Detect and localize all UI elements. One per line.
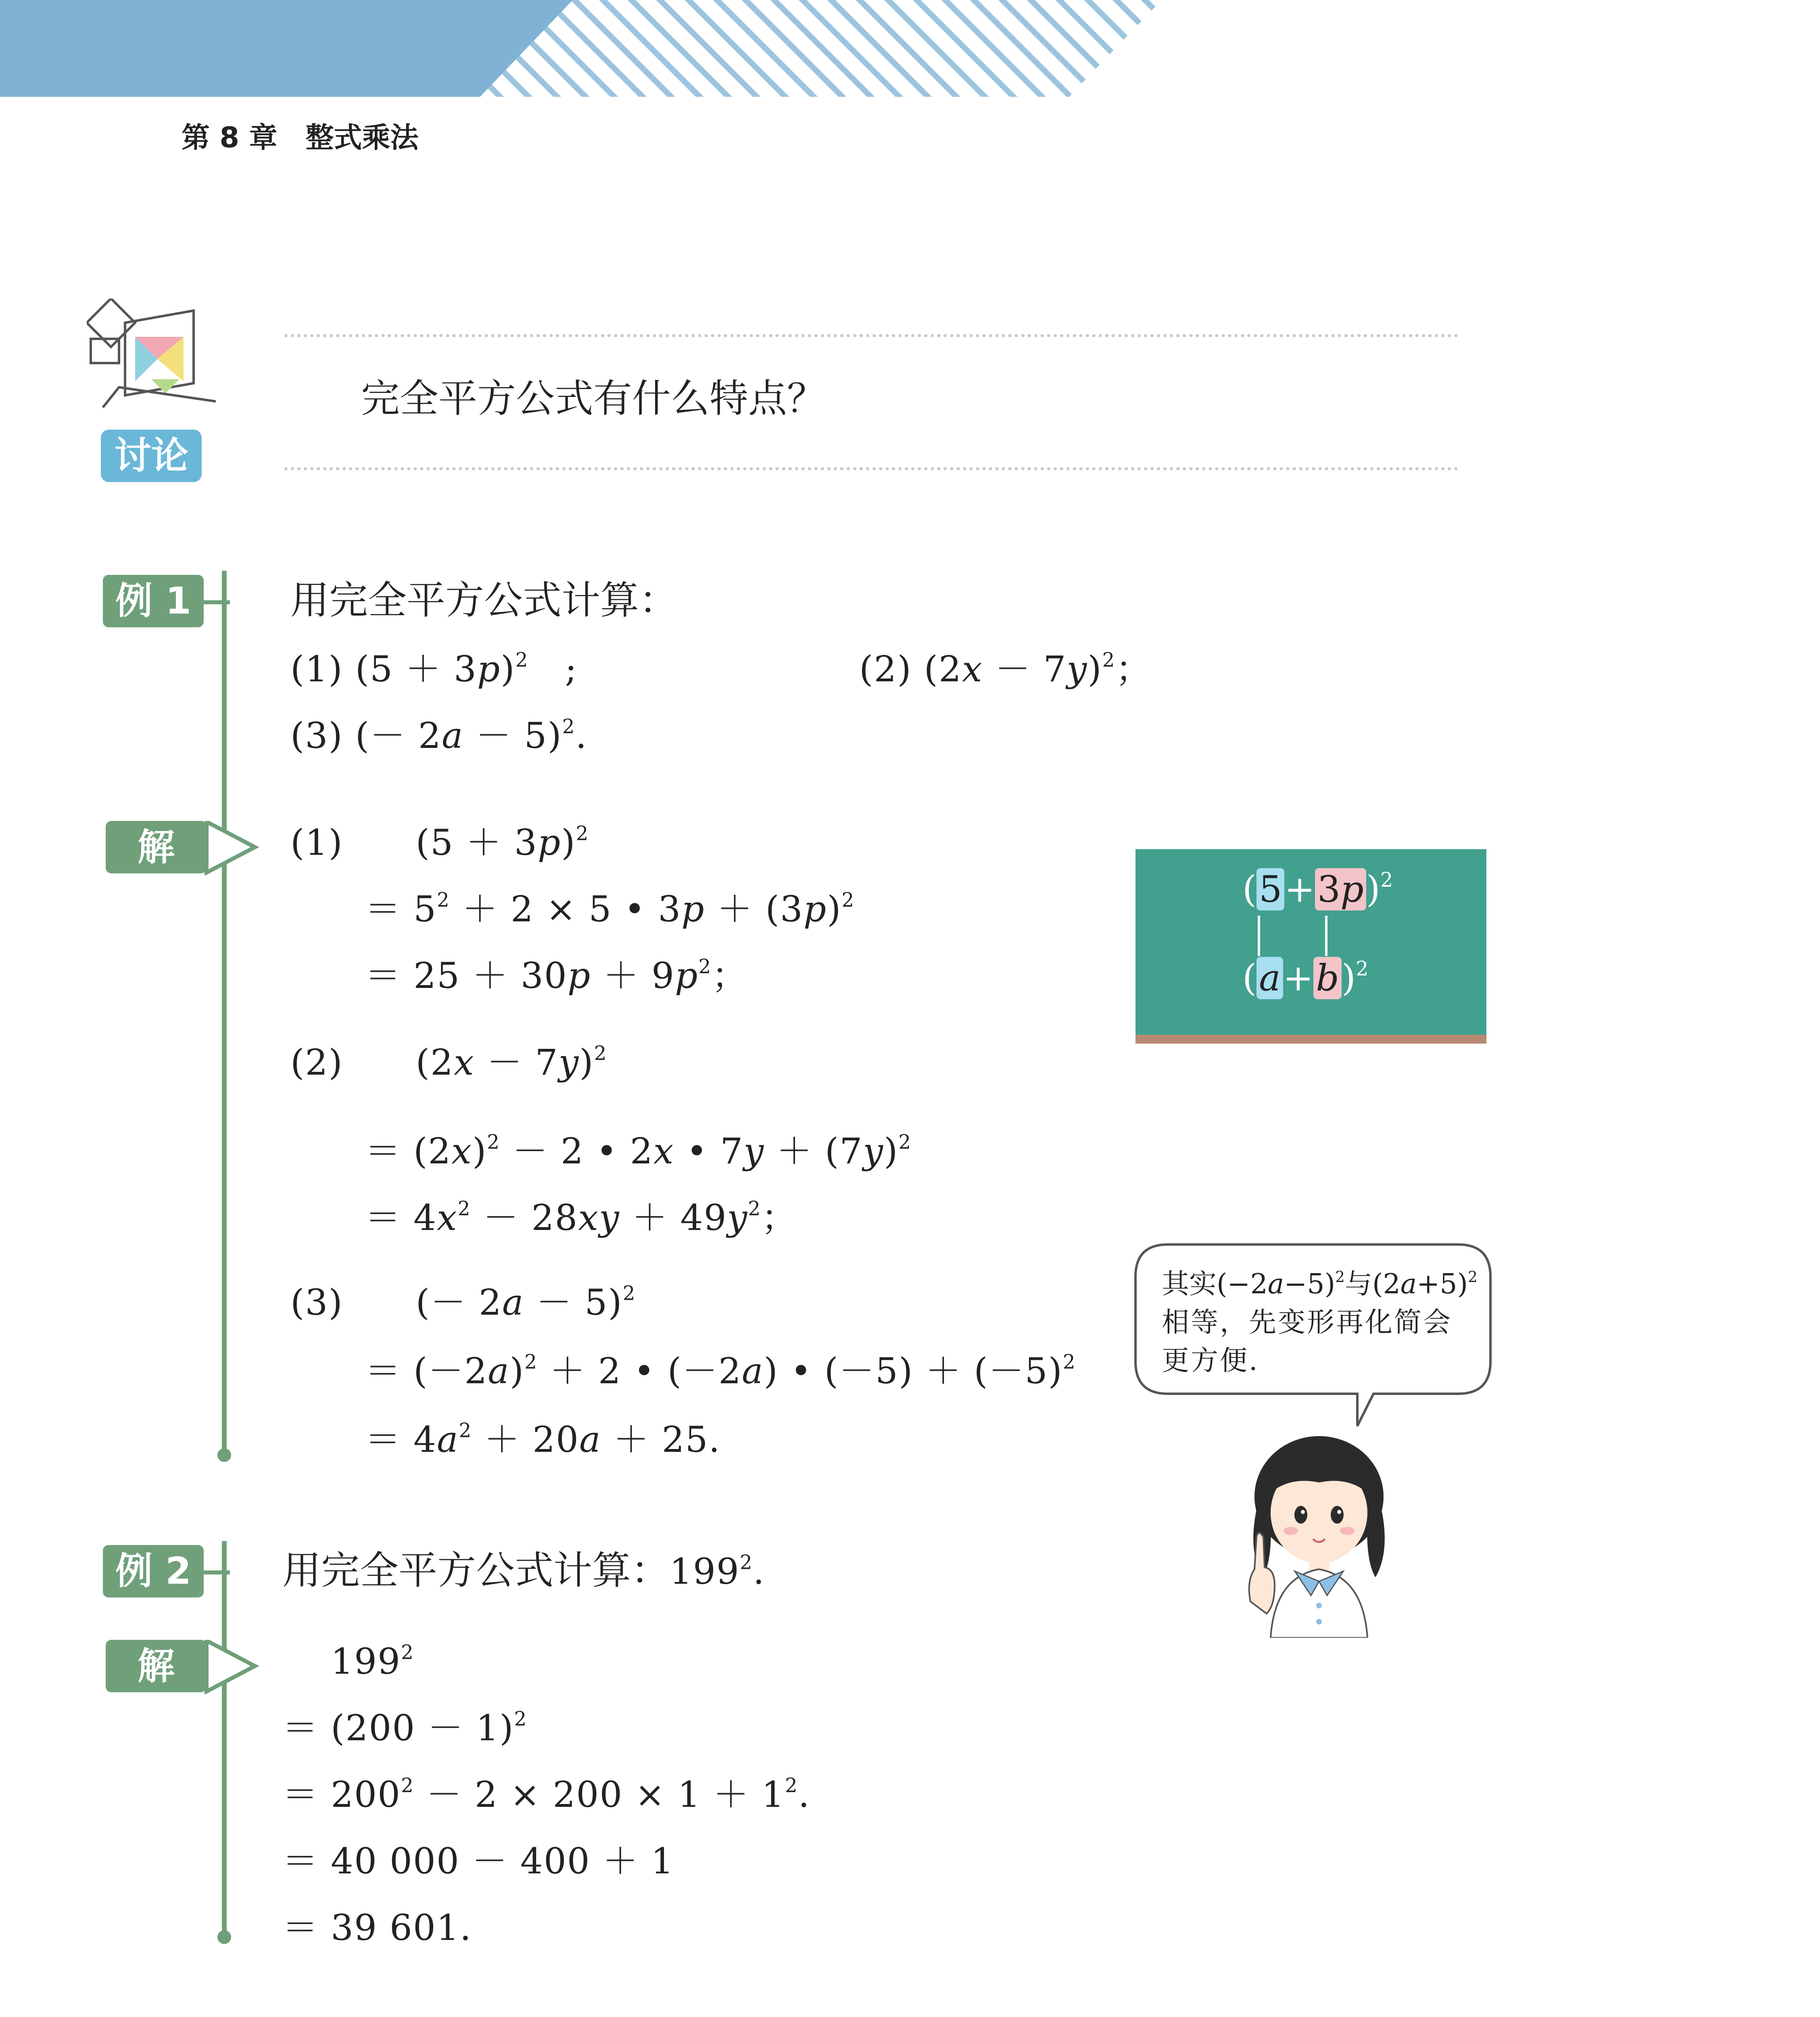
- girl-illustration: [1234, 1428, 1404, 1638]
- problem-3-number: (3): [290, 715, 343, 756]
- problem-2-number: (2): [859, 648, 912, 690]
- sol3-step0: (3) (－ 2a － 5)$^2$: [290, 1282, 636, 1323]
- example2-label: 例 2: [103, 1545, 204, 1597]
- sol2-step1: ＝ $(2x)^2 - 2$ • 2x • $7y + (7y)^2$: [365, 1130, 912, 1172]
- example1-label: 例 1: [103, 575, 204, 627]
- chapter-title: 第 8 章 整式乘法: [182, 121, 419, 154]
- example1-problem-3: (3) (－ 2a － 5)$^2$.: [290, 715, 588, 756]
- divider-top: [284, 334, 1458, 337]
- blackboard-top-expr: $(5+3p)^2$: [1242, 868, 1393, 910]
- blackboard-bottom-expr: $(a+b)^2$: [1242, 956, 1369, 999]
- blackboard-3p: 3p: [1315, 868, 1366, 910]
- sol1-step1: ＝ $5^2 + 2 \times 5$ • $3p + (3p)^2$: [365, 888, 855, 930]
- blackboard-a: a: [1256, 957, 1283, 999]
- problem-1-number: (1): [290, 648, 343, 690]
- discussion-question: 完全平方公式有什么特点？: [361, 376, 826, 421]
- example1-line: [222, 571, 227, 1458]
- example2-prompt: 用完全平方公式计算：$199^2$.: [282, 1548, 765, 1593]
- sol2-step0: (2) $(2x - 7y)^2$: [290, 1042, 607, 1083]
- blackboard-5: 5: [1256, 868, 1284, 910]
- blackboard: [1135, 849, 1486, 1044]
- example1-prompt: 用完全平方公式计算：: [290, 578, 678, 623]
- solution1-label: 解: [137, 826, 175, 869]
- blackboard-link-b: [1325, 916, 1327, 956]
- speech-mid: 与: [1344, 1268, 1372, 1300]
- speech-prefix: 其实: [1162, 1268, 1217, 1300]
- solution2-label: 解: [137, 1645, 175, 1688]
- sol2-step2: ＝ $4x^2 - 28xy + 49y^2$；: [365, 1197, 798, 1238]
- ex2-step0: $199^2$: [331, 1641, 414, 1682]
- header-band: [0, 0, 1170, 99]
- sol3-step1: ＝ $(-2a)^2 + 2$ • (－2a) • $(-5) + (-5)^2$: [365, 1350, 1076, 1392]
- sol1-step0: (1) $(5 + 3p)^2$: [290, 822, 589, 863]
- example1-problem-1: (1) $(5 + 3p)^2$ ;: [290, 648, 578, 690]
- ex2-step4: ＝ 39 601.: [282, 1907, 472, 1948]
- blackboard-link-a: [1258, 916, 1260, 956]
- sol3-step2: ＝ $4a^2 + 20a + 25$.: [365, 1419, 721, 1460]
- ex2-step1: ＝ $(200 - 1)^2$: [282, 1707, 528, 1749]
- discussion-tag: 讨论: [101, 430, 202, 482]
- speech-line3: 更方便.: [1162, 1345, 1259, 1377]
- sol1-step2: ＝ $25 + 30p + 9p^2$；: [365, 955, 748, 996]
- ex2-step2: ＝ $200^2 - 2 \times 200 \times 1 + 1^2$.: [282, 1774, 810, 1815]
- ex2-step3: ＝ 40 000 － 400 ＋ 1: [282, 1840, 674, 1882]
- blackboard-b: b: [1313, 957, 1342, 999]
- example1-end-dot: [217, 1448, 231, 1462]
- example2-end-dot: [217, 1930, 231, 1944]
- example2-line: [222, 1541, 227, 1940]
- discussion-icon: [87, 299, 220, 411]
- example2-prompt-text: 用完全平方公式计算：: [282, 1548, 670, 1593]
- speech-line1: 其实$(-2a-5)^2$与$(2a+5)^2$: [1162, 1267, 1478, 1300]
- example1-problem-2: (2) $(2x - 7y)^2$；: [859, 648, 1152, 690]
- speech-line2: 相等，先变形再化简会: [1162, 1307, 1453, 1338]
- divider-bottom: [284, 467, 1458, 470]
